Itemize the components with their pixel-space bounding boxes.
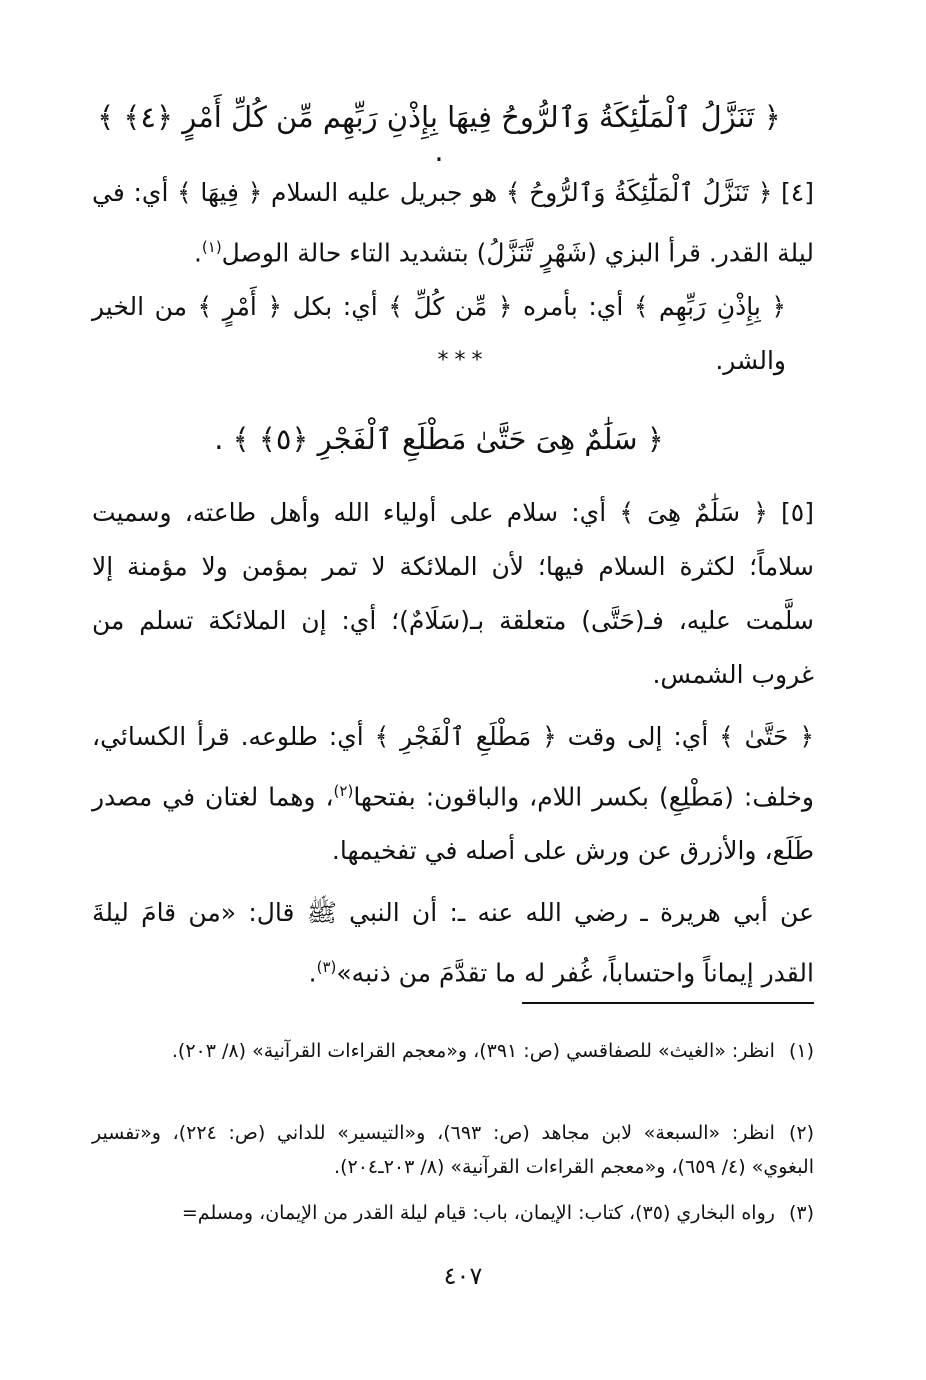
- footnote-1: [92, 1034, 814, 1068]
- paragraph-text: ﴿ حَتَّىٰ ﴾ أي: إلى وقت ﴿ مَطْلَعِ ٱلْفَجْرِ ﴾ أي: طلوعه. قرأ الكسائي، وخلف: (مَطْلِعِ) بكسر اللام، والباقون: بفتحها: [92, 722, 815, 812]
- commentary-paragraph-3: [٥] ﴿ سَلَٰمٌ هِىَ ﴾ أي: سلام على أولياء الله وأهل طاعته، وسميت سلاماً؛ لكثرة السلام فيها؛ لأن الملائكة لا تمر بمؤمن ولا مؤمنة إلا سلَّمت عليه، فـ(حَتَّى) متعلقة بـ(سَلَامٌ)؛ أي: إن الملائكة تسلم من غروب الشمس.: [92, 498, 814, 689]
- footnote-number: (٣): [788, 1202, 814, 1224]
- footnote-text: انظر: «السبعة» لابن مجاهد (ص: ٦٩٣)، و«التيسير» للداني (ص: ٢٢٤)، و«تفسير البغوي» (٤/ ٦٥٩)، و«معجم القراءات القرآنية» (٨/ ٢٠٣ـ٢٠٤).: [92, 1122, 814, 1178]
- hadith-paragraph: [92, 886, 814, 1000]
- paragraph-end: .: [308, 958, 317, 988]
- paragraph-text: [٤] ﴿ تَنَزَّلُ ٱلْمَلَٰٓئِكَةُ وَٱلرُّوحُ ﴾ هو جبريل عليه السلام ﴿ فِيهَا ﴾ أي: في ليلة القدر. قرأ البزي (شَهْرٍ تَّنَزَّلُ) بتشديد التاء حالة الوصل: [92, 178, 814, 268]
- commentary-paragraph-1: [92, 166, 814, 280]
- footnote-3: [92, 1196, 814, 1230]
- footnote-number: (٢): [788, 1122, 814, 1144]
- footnote-text: انظر: «الغيث» للصفاقسي (ص: ٣٩١)، و«معجم القراءات القرآنية» (٨/ ٢٠٣).: [171, 1040, 775, 1062]
- footnote-ref-2[interactable]: (٢): [333, 782, 354, 800]
- footnote-divider: [522, 1002, 814, 1004]
- page-number: ٤٠٧: [443, 1262, 483, 1290]
- footnote-text: رواه البخاري (٣٥)، كتاب: الإيمان، باب: قيام ليلة القدر من الإيمان، ومسلم=: [181, 1202, 775, 1224]
- section-separator: ***: [437, 348, 489, 373]
- footnote-number: (١): [788, 1040, 814, 1062]
- footnote-ref-3[interactable]: (٣): [316, 958, 337, 976]
- quran-verse-4: ﴿ تَنَزَّلُ ٱلْمَلَٰٓئِكَةُ وَٱلرُّوحُ فِيهَا بِإِذْنِ رَبِّهِم مِّن كُلِّ أَمْرٍ ﴿٤﴾ ﴾ .: [97, 100, 781, 168]
- footnote-ref-1[interactable]: (١): [201, 238, 222, 256]
- paragraph-end: .: [193, 238, 202, 268]
- footnote-2: [92, 1116, 814, 1184]
- paragraph-text: عن أبي هريرة ـ رضي الله عنه ـ: أن النبي ﷺ قال: «من قامَ ليلةَ القدر إيماناً واحتساباً، غُفر له ما تقدَّمَ من ذنبه»: [92, 898, 814, 988]
- commentary-paragraph-2: ﴿ بِإِذْنِ رَبِّهِم ﴾ أي: بأمره ﴿ مِّن كُلِّ ﴾ أي: بكل ﴿ أَمْرٍ ﴾ من الخير والشر.: [92, 292, 786, 375]
- quran-verse-5: ﴿ سَلَٰمٌ هِىَ حَتَّىٰ مَطْلَعِ ٱلْفَجْرِ ﴿٥﴾ ﴾ .: [214, 422, 664, 456]
- commentary-paragraph-4: [92, 710, 814, 878]
- paragraph-end: ، وهما لغتان في مصدر طَلَع، والأزرق عن ورش على أصله في تفخيمها.: [92, 782, 814, 866]
